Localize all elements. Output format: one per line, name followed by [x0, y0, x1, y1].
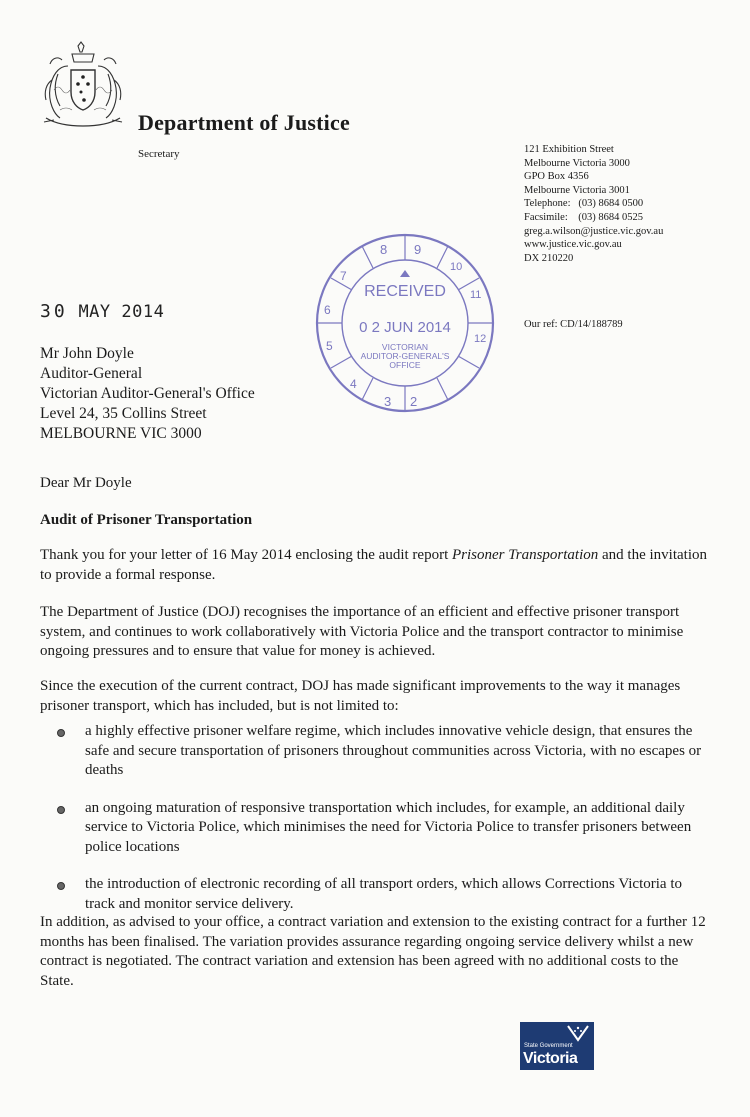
recipient-line: Level 24, 35 Collins Street: [40, 405, 207, 422]
salutation: Dear Mr Doyle: [40, 475, 132, 491]
email-line: greg.a.wilson@justice.vic.gov.au: [524, 225, 664, 237]
recipient-line: Auditor-General: [40, 365, 143, 382]
svg-text:3: 3: [384, 394, 392, 409]
stamp-received-text: RECEIVED: [364, 283, 446, 300]
received-stamp: [310, 228, 500, 418]
svg-text:2: 2: [410, 394, 418, 409]
letter-date: [40, 301, 164, 322]
facsimile-line: Facsimile: (03) 8684 0525: [524, 211, 643, 223]
paragraph-text: Thank you for your letter of 16 May 2014 enclosing the audit report: [40, 547, 452, 563]
secretary-label: Secretary: [138, 148, 180, 160]
department-title: Department of Justice: [138, 110, 350, 135]
list-item-text: an ongoing maturation of responsive transportation which includes, for example, an additional daily service to Victoria Police, which minimises the need for Victoria Police to transfer prisoners between police locations: [85, 799, 692, 855]
address-line: 121 Exhibition Street: [524, 144, 614, 155]
date-day: 30: [40, 301, 68, 322]
improvements-list: [57, 722, 713, 932]
date-month-year: MAY 2014: [78, 302, 165, 322]
coat-of-arms-icon: [38, 40, 128, 136]
svg-text:12: 12: [474, 333, 487, 345]
address-line: Melbourne Victoria 3000: [524, 157, 630, 169]
address-line: Melbourne Victoria 3001: [524, 184, 630, 196]
stamp-office-line: AUDITOR-GENERAL'S: [360, 351, 450, 361]
stamp-date-text: 0 2 JUN 2014: [359, 319, 451, 336]
svg-text:10: 10: [450, 261, 463, 273]
subject-line: Audit of Prisoner Transportation: [40, 512, 253, 528]
recipient-address: [40, 344, 255, 444]
bullet-icon: [57, 806, 65, 814]
svg-text:4: 4: [350, 377, 357, 391]
list-item-text: the introduction of electronic recording of all transport orders, which allows Corrections Victoria to track and monitor service delivery.: [85, 876, 682, 912]
stamp-office-line: VICTORIAN: [381, 342, 429, 352]
address-line: GPO Box 4356: [524, 171, 589, 183]
paragraph: [40, 546, 712, 585]
list-item: [57, 799, 713, 858]
telephone-line: Telephone: (03) 8684 0500: [524, 198, 644, 210]
paragraph: The Department of Justice (DOJ) recognises the importance of an efficient and effective prisoner transport system, and continues to work collaboratively with Victoria Police and the transport contractor to minimise ongoing pressures and to ensure that value for money is achieved.: [40, 604, 684, 659]
our-reference: Our ref: CD/14/188789: [524, 319, 623, 330]
paragraph: In addition, as advised to your office, a contract variation and extension to the existing contract for a further 12 months has been finalised. The variation provides assurance regarding ongoing service delivery whilst a new contract is negotiated. The contract variation and extension has been agreed with no additional costs to the State.: [40, 914, 706, 989]
bullet-icon: [57, 882, 65, 890]
stamp-office-line: OFFICE: [389, 360, 421, 370]
paragraph: Since the execution of the current contract, DOJ has made significant improvements to the way it manages prisoner transport, which has included, but is not limited to:: [40, 678, 681, 714]
bullet-icon: [57, 729, 65, 737]
victoria-government-logo: [520, 1022, 594, 1070]
svg-text:9: 9: [414, 242, 422, 257]
report-title: Prisoner Transportation: [451, 547, 599, 563]
logo-big-text: Victoria: [523, 1050, 578, 1067]
svg-text:11: 11: [470, 289, 482, 301]
svg-text:8: 8: [380, 242, 388, 257]
list-item: [57, 875, 713, 914]
svg-text:5: 5: [326, 339, 333, 353]
svg-text:6: 6: [324, 303, 331, 317]
dx-line: DX 210220: [524, 252, 574, 264]
recipient-line: Victorian Auditor-General's Office: [40, 385, 255, 402]
victoria-triangle-icon: [566, 1024, 590, 1042]
recipient-line: Mr John Doyle: [40, 345, 134, 362]
list-item-text: a highly effective prisoner welfare regime, which includes innovative vehicle design, that ensures the safe and secure transportation of prisoners throughout communities across Victoria, with no escapes or deaths: [85, 723, 702, 778]
list-item: [57, 722, 713, 781]
logo-small-text: State Government: [524, 1043, 573, 1049]
sender-address: [524, 143, 663, 265]
recipient-line: MELBOURNE VIC 3000: [40, 425, 202, 442]
svg-text:7: 7: [340, 269, 347, 283]
paragraph-text: and the invitation to provide a formal response.: [40, 547, 707, 583]
website-line: www.justice.vic.gov.au: [524, 239, 622, 251]
